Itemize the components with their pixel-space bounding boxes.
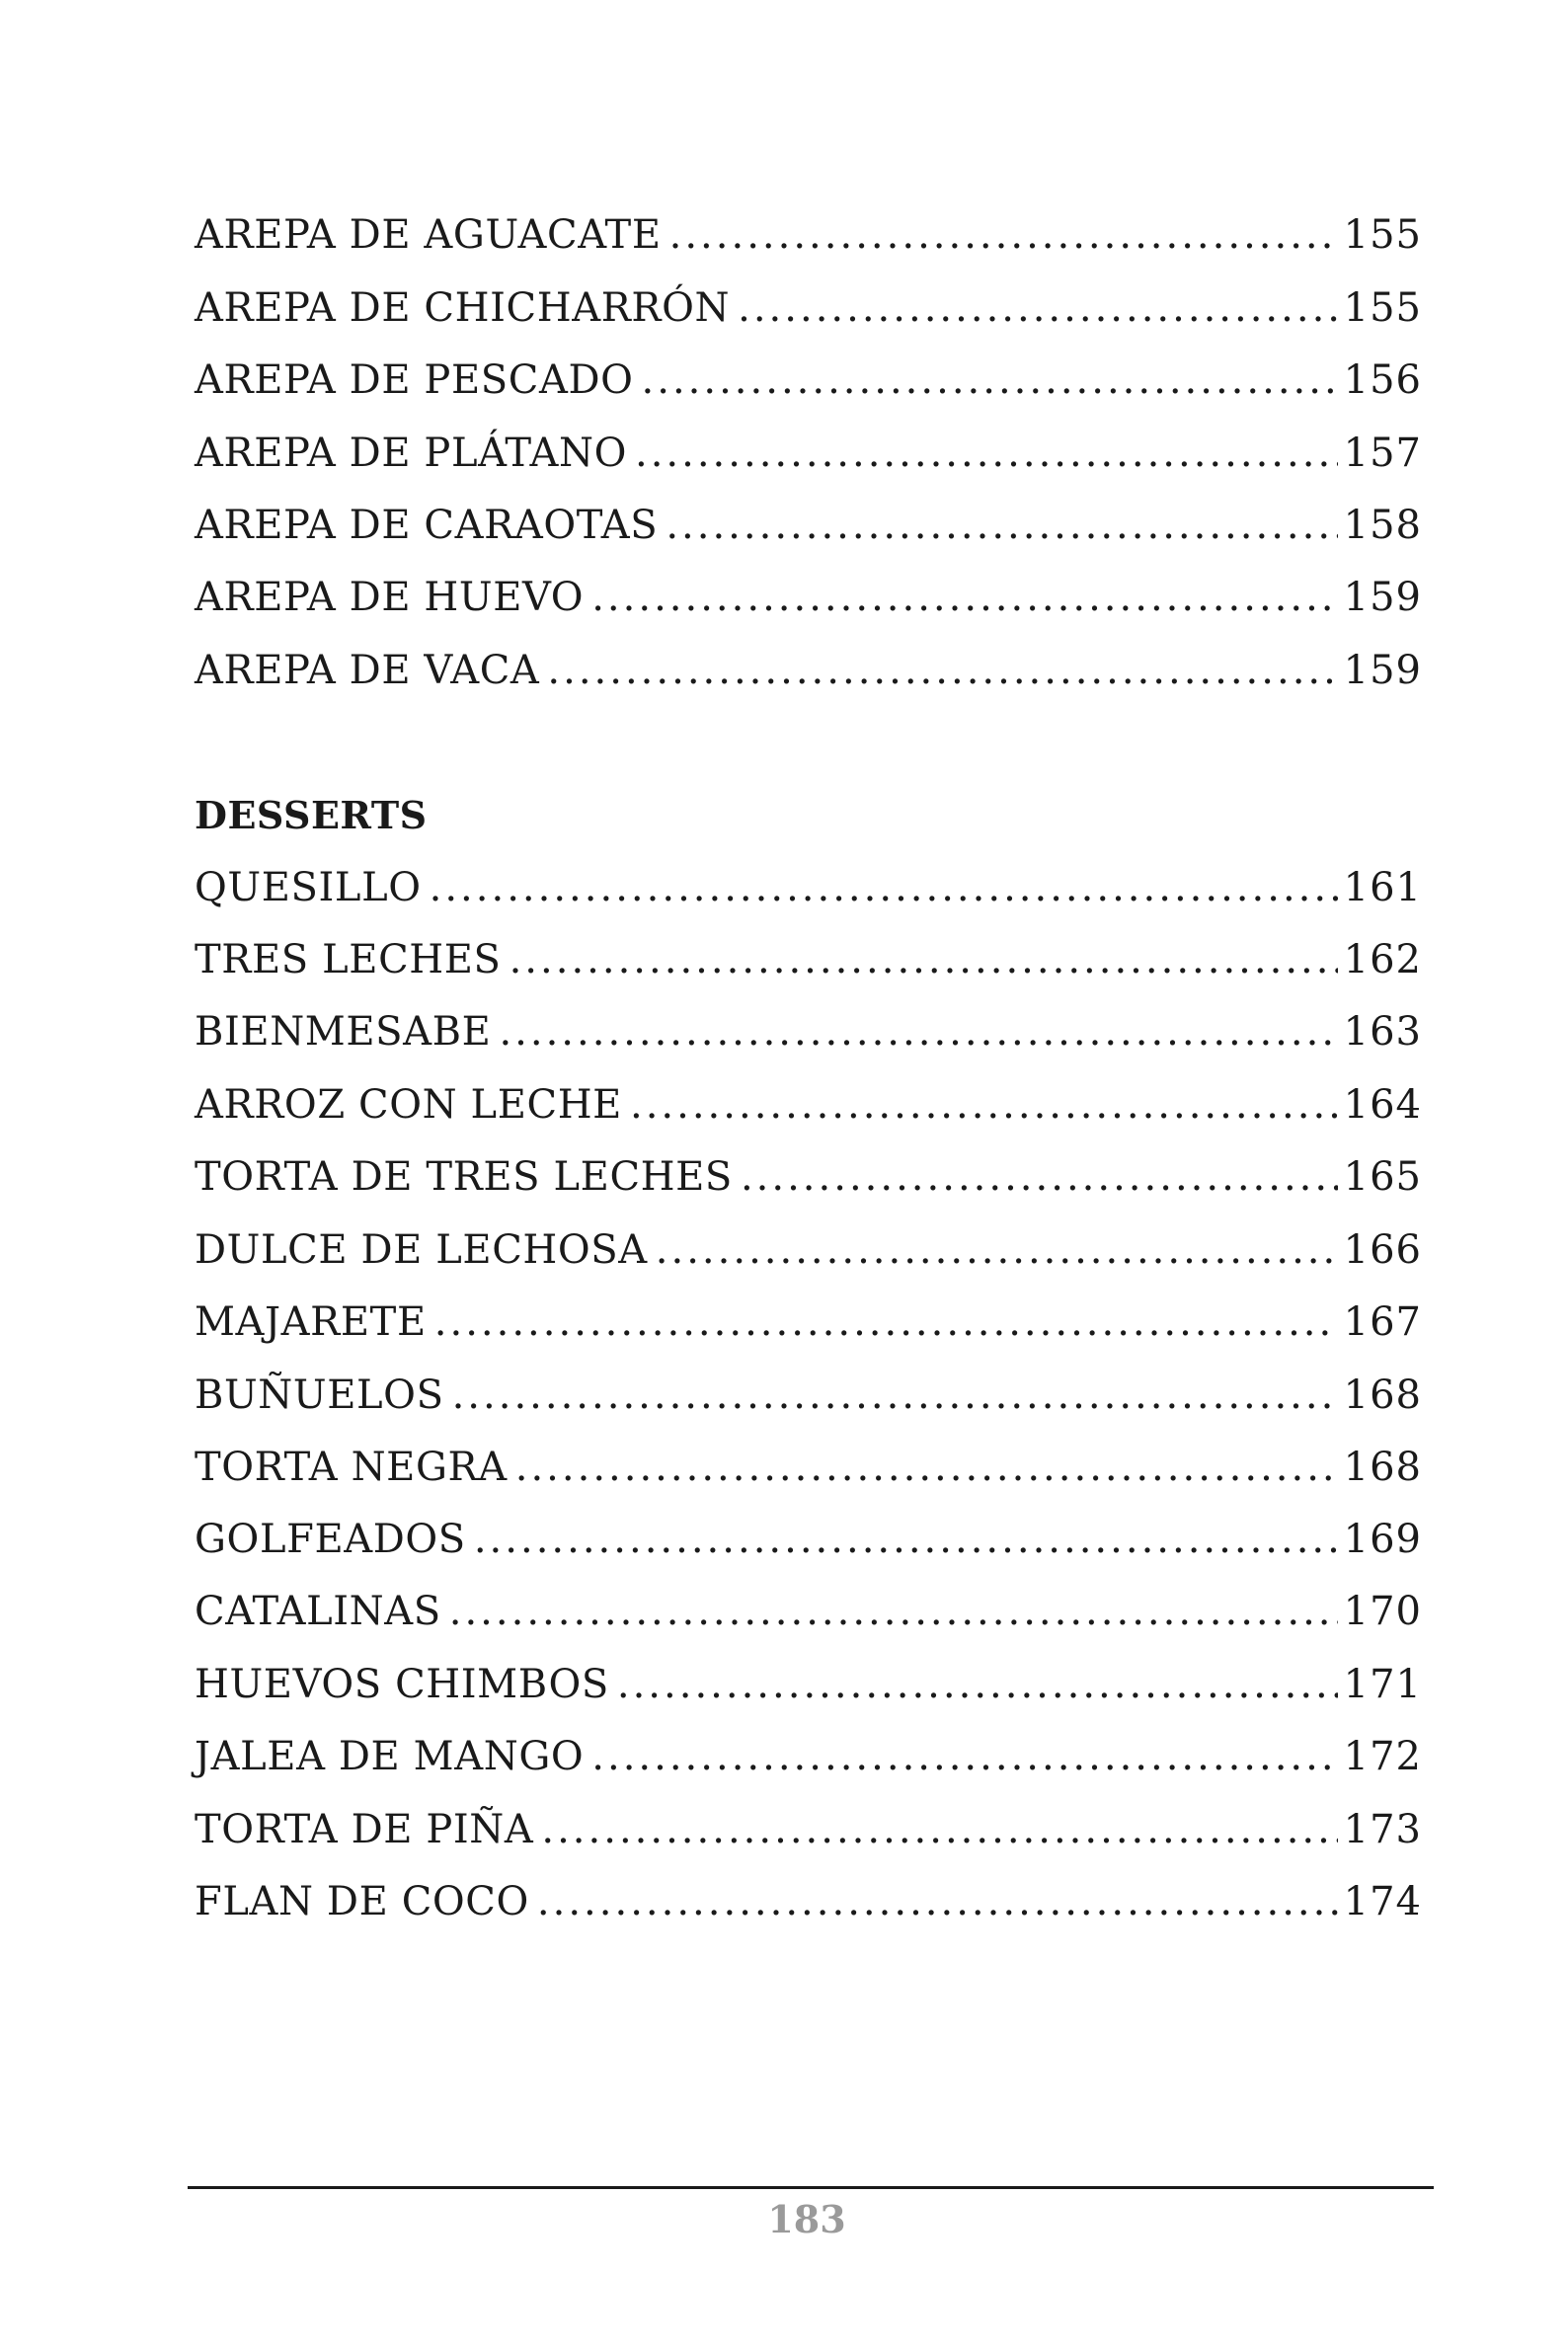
toc-entry-page: 165	[1343, 1154, 1422, 1200]
dot-leader	[617, 1655, 1338, 1714]
toc-entry-page: 164	[1343, 1082, 1422, 1128]
toc-entry-page: 159	[1343, 575, 1422, 620]
dot-leader	[499, 1002, 1337, 1061]
toc-entry-title: QUESILLO	[195, 865, 422, 910]
dot-leader	[452, 1366, 1338, 1425]
toc-entry-title: AREPA DE AGUACATE	[195, 212, 662, 258]
dot-leader	[449, 1582, 1338, 1641]
dot-leader	[666, 496, 1337, 555]
toc-entry[interactable]	[195, 205, 1422, 265]
toc-entry-title: FLAN DE COCO	[195, 1879, 529, 1924]
toc-entry-page: 156	[1343, 357, 1422, 403]
dot-leader	[642, 351, 1338, 410]
toc-entry-page: 172	[1343, 1734, 1422, 1779]
toc-entry-page: 155	[1343, 285, 1422, 331]
dot-leader	[430, 858, 1338, 917]
toc-entry[interactable]	[195, 496, 1422, 555]
toc-entry-page: 168	[1343, 1445, 1422, 1490]
section-heading: DESSERTS	[195, 793, 428, 837]
toc-entry[interactable]	[195, 1075, 1422, 1135]
toc-entry-page: 167	[1343, 1299, 1422, 1345]
toc-entry-title: TRES LECHES	[195, 937, 502, 982]
dot-leader	[591, 568, 1337, 627]
dot-leader	[547, 641, 1337, 700]
toc-entry[interactable]	[195, 351, 1422, 410]
toc-entry-page: 174	[1343, 1879, 1422, 1924]
toc-entry-page: 158	[1343, 503, 1422, 548]
toc-entry[interactable]	[195, 1510, 1422, 1569]
toc-entry-page: 163	[1343, 1009, 1422, 1055]
toc-entry-title: AREPA DE CHICHARRÓN	[195, 285, 731, 331]
toc-entry-title: AREPA DE VACA	[195, 648, 540, 693]
dot-leader	[510, 930, 1338, 989]
toc-entry[interactable]	[195, 1872, 1422, 1931]
toc-entry-title: MAJARETE	[195, 1299, 427, 1345]
toc-entry[interactable]	[195, 1147, 1422, 1207]
toc-entry-title: AREPA DE PESCADO	[195, 357, 634, 403]
dot-leader	[669, 205, 1338, 265]
dot-leader	[515, 1438, 1338, 1497]
dot-leader	[591, 1727, 1337, 1786]
toc-entry[interactable]	[195, 1800, 1422, 1859]
toc-entry[interactable]	[195, 930, 1422, 989]
toc-entry-page: 173	[1343, 1807, 1422, 1852]
dot-leader	[474, 1510, 1338, 1569]
toc-entry-title: HUEVOS CHIMBOS	[195, 1662, 609, 1707]
toc-entry[interactable]	[195, 1438, 1422, 1497]
toc-entry[interactable]	[195, 1002, 1422, 1061]
toc-entry-title: ARROZ CON LECHE	[195, 1082, 622, 1128]
page-number: 183	[767, 2197, 846, 2241]
toc-entry-page: 171	[1343, 1662, 1422, 1707]
toc-entry-title: TORTA NEGRA	[195, 1445, 508, 1490]
toc-entry-page: 159	[1343, 648, 1422, 693]
toc-entry-page: 169	[1343, 1517, 1422, 1562]
toc-entry[interactable]	[195, 568, 1422, 627]
toc-entry-title: BIENMESABE	[195, 1009, 492, 1055]
toc-entry-title: AREPA DE CARAOTAS	[195, 503, 659, 548]
toc-entry[interactable]	[195, 858, 1422, 917]
footer-divider	[188, 2186, 1434, 2189]
dot-leader	[738, 278, 1338, 338]
dot-leader	[741, 1147, 1338, 1207]
toc-entry-page: 161	[1343, 865, 1422, 910]
toc-entry[interactable]	[195, 1293, 1422, 1352]
toc-entry-page: 162	[1343, 937, 1422, 982]
toc-entry-title: BUÑUELOS	[195, 1372, 444, 1418]
dot-leader	[635, 424, 1338, 483]
toc-entry[interactable]	[195, 641, 1422, 700]
toc-entry[interactable]	[195, 1366, 1422, 1425]
toc-entry[interactable]	[195, 424, 1422, 483]
toc-entry-page: 170	[1343, 1589, 1422, 1634]
dot-leader	[434, 1293, 1338, 1352]
toc-entry[interactable]	[195, 278, 1422, 338]
toc-entry-page: 155	[1343, 212, 1422, 258]
toc-entry-title: AREPA DE HUEVO	[195, 575, 585, 620]
toc-entry-title: GOLFEADOS	[195, 1517, 466, 1562]
dot-leader	[541, 1800, 1337, 1859]
toc-entry-title: TORTA DE TRES LECHES	[195, 1154, 733, 1200]
toc-entry-title: AREPA DE PLÁTANO	[195, 431, 627, 476]
toc-entry-title: CATALINAS	[195, 1589, 441, 1634]
toc-entry-page: 168	[1343, 1372, 1422, 1418]
toc-entry-title: TORTA DE PIÑA	[195, 1807, 534, 1852]
dot-leader	[537, 1872, 1338, 1931]
toc-entry-title: JALEA DE MANGO	[195, 1734, 585, 1779]
toc-entry[interactable]	[195, 1655, 1422, 1714]
toc-entry-page: 166	[1343, 1227, 1422, 1273]
toc-entry[interactable]	[195, 1220, 1422, 1280]
toc-entry-page: 157	[1343, 431, 1422, 476]
toc-entry[interactable]	[195, 1727, 1422, 1786]
toc-entry[interactable]	[195, 1582, 1422, 1641]
dot-leader	[656, 1220, 1338, 1280]
dot-leader	[630, 1075, 1338, 1135]
toc-entry-title: DULCE DE LECHOSA	[195, 1227, 648, 1273]
